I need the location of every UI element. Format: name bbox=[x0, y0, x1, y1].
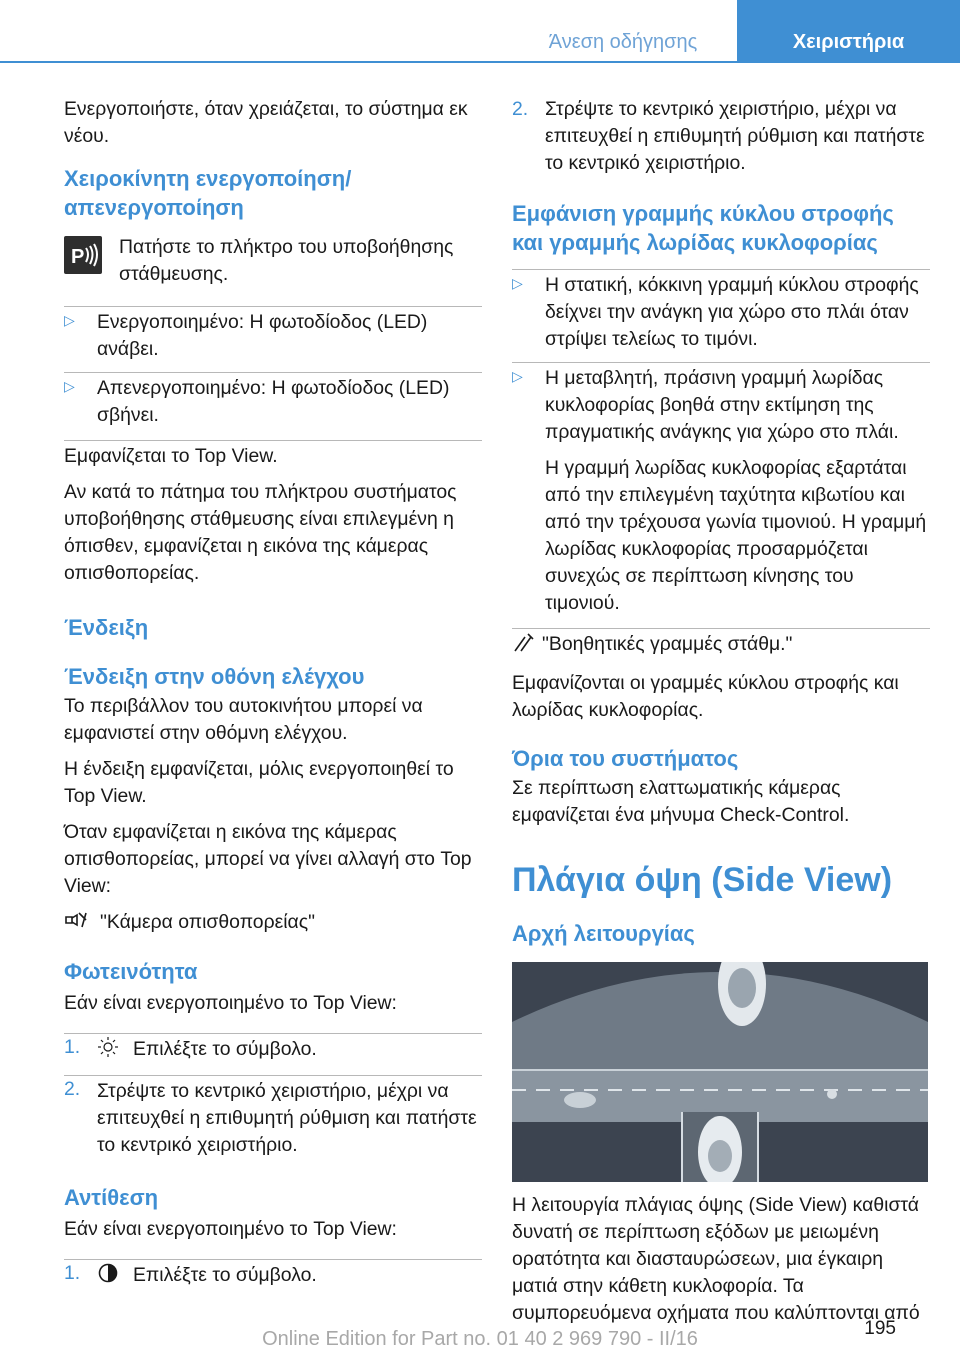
contrast-step-1: Επιλέξτε το σύμβολο. bbox=[133, 1264, 317, 1286]
heading-side-view: Πλάγια όψη (Side View) bbox=[512, 861, 893, 899]
bullet-green-line-continued: Η γραμμή λωρίδας κυκλοφορίας εξαρτάται από την επιλεγμένη ταχύτητα κιβωτίου και από την τρέχουσα γωνία τιμονιού. Η γραμμή λωρίδας κυκλοφορίας προσαρμόζεται συνεχώς σε περίπτωση κίνησης του τιμονιού. bbox=[545, 457, 927, 614]
lines-bullet-list bbox=[512, 269, 930, 617]
reverse-gear-paragraph: Αν κατά το πάτημα του πλήκτρου συστήματος υποβοήθησης στάθμευσης είναι επιλεγμένη η όπισθεν, εμφανίζεται η εικόνα της κάμερας οπισθοπορείας. bbox=[64, 481, 457, 584]
brightness-condition: Εάν είναι ενεργοποιημένο το Top View: bbox=[64, 992, 397, 1014]
list-item bbox=[512, 362, 930, 446]
triangle-bullet-icon: ▷ bbox=[512, 275, 523, 291]
switch-view-paragraph: Όταν εμφανίζεται η εικόνα της κάμερας οπισθοπορείας, μπορεί να γίνει αλλαγή στο Top View: bbox=[64, 821, 472, 897]
led-status-list bbox=[64, 306, 482, 429]
bullet-red-line: Η στατική, κόκκινη γραμμή κύκλου στροφής δείχνει την ανάγκη για χώρο στο πλάι όταν στρίψει τελείως το τιμόνι. bbox=[545, 274, 919, 350]
heading-display: Ένδειξη bbox=[64, 615, 149, 640]
aux-lines-label: "Βοηθητικές γραμμές στάθμ." bbox=[542, 633, 793, 655]
left-column bbox=[64, 96, 482, 1303]
heading-turning-lines: Εμφάνιση γραμμής κύκλου στροφής και γραμμής λωρίδας κυκλοφορίας bbox=[512, 201, 894, 255]
triangle-bullet-icon: ▷ bbox=[64, 378, 75, 394]
list-item bbox=[512, 269, 930, 353]
bullet-led-on: Ενεργοποιημένο: Η φωτοδίοδος (LED) ανάβει. bbox=[97, 311, 428, 360]
contrast-condition: Εάν είναι ενεργοποιημένο το Top View: bbox=[64, 1218, 397, 1240]
parking-lines-icon bbox=[512, 631, 534, 661]
park-assist-button-icon bbox=[64, 236, 102, 274]
sun-brightness-icon bbox=[97, 1036, 119, 1066]
side-view-illustration bbox=[512, 962, 928, 1182]
heading-display-control-screen: Ένδειξη στην οθόνη ελέγχου bbox=[64, 664, 365, 689]
page-header bbox=[0, 0, 960, 62]
list-item bbox=[512, 96, 930, 177]
step-number: 1. bbox=[64, 1036, 81, 1058]
step-number: 1. bbox=[64, 1262, 81, 1284]
camera-icon bbox=[64, 909, 86, 939]
environment-paragraph: Το περιβάλλον του αυτοκινήτου μπορεί να εμφανιστεί στην οθόμνη ελέγχου. bbox=[64, 695, 423, 744]
side-view-description: Η λειτουργία πλάγιας όψης (Side View) καθιστά δυνατή σε περίπτωση εξόδων με μειωμένη ορατότητα και διασταυρώσεων, μια έγκαιρη ματιά στην κάθετη κυκλοφορία. Τα συμπορευόμενα οχήματα που καλύπτονται από bbox=[512, 1194, 920, 1324]
triangle-bullet-icon: ▷ bbox=[64, 312, 75, 328]
contrast-icon bbox=[97, 1262, 119, 1292]
heading-principle: Αρχή λειτουργίας bbox=[512, 921, 695, 946]
contrast-step-2: Στρέψτε το κεντρικό χειριστήριο, μέχρι να επιτευχθεί η επιθυμητή ρύθμιση και πατήστε το κεντρικό χειριστήριο. bbox=[545, 98, 925, 174]
heading-contrast: Αντίθεση bbox=[64, 1185, 159, 1210]
top-view-appears-text: Εμφανίζεται το Top View. bbox=[64, 440, 482, 470]
bullet-green-line: Η μεταβλητή, πράσινη γραμμή λωρίδας κυκλοφορίας βοηθά στην εκτίμηση της πραγματικής ανάγκης για χώρο στο πλάι. bbox=[545, 367, 899, 443]
camera-menu-item bbox=[64, 909, 482, 939]
heading-system-limits: Όρια του συστήματος bbox=[512, 746, 739, 771]
list-item bbox=[64, 1075, 482, 1159]
heading-manual-activation: Χειροκίνητη ενεργοποίηση/ απενεργοποίηση bbox=[64, 166, 352, 220]
header-section-title: Άνεση οδήγησης bbox=[510, 0, 736, 62]
page-footer bbox=[0, 1316, 960, 1362]
triangle-bullet-icon: ▷ bbox=[512, 368, 523, 384]
show-lines-paragraph: Εμφανίζονται οι γραμμές κύκλου στροφής και λωρίδας κυκλοφορίας. bbox=[512, 672, 899, 721]
bullet-led-off: Απενεργοποιημένο: Η φωτοδίοδος (LED) σβήνει. bbox=[97, 377, 450, 426]
header-divider bbox=[0, 61, 960, 63]
list-item bbox=[64, 372, 482, 429]
limits-paragraph: Σε περίπτωση ελαττωματικής κάμερας εμφανίζεται ένα μήνυμα Check-Control. bbox=[512, 777, 850, 826]
brightness-step-2: Στρέψτε το κεντρικό χειριστήριο, μέχρι να επιτευχθεί η επιθυμητή ρύθμιση και πατήστε το κεντρικό χειριστήριο. bbox=[97, 1080, 477, 1156]
list-item bbox=[64, 1259, 482, 1292]
list-item bbox=[64, 1033, 482, 1066]
header-chapter-tab: Χειριστήρια bbox=[737, 0, 960, 62]
right-column bbox=[512, 96, 930, 1336]
online-edition-note: Online Edition for Part no. 01 40 2 969 790 - II/16 bbox=[262, 1328, 698, 1350]
brightness-step-1: Επιλέξτε το σύμβολο. bbox=[133, 1038, 317, 1060]
camera-menu-label: "Κάμερα οπισθοπορείας" bbox=[100, 911, 316, 933]
intro-paragraph: Ενεργοποιήστε, όταν χρειάζεται, το σύστημα εκ νέου. bbox=[64, 98, 468, 147]
display-shown-paragraph: Η ένδειξη εμφανίζεται, μόλις ενεργοποιηθεί το Top View. bbox=[64, 758, 454, 807]
svg-text:P: P bbox=[71, 246, 85, 268]
step-number: 2. bbox=[64, 1078, 81, 1100]
page-number: 195 bbox=[864, 1318, 896, 1339]
step-number: 2. bbox=[512, 98, 529, 120]
aux-lines-menu-item bbox=[512, 628, 930, 661]
heading-brightness: Φωτεινότητα bbox=[64, 959, 198, 984]
park-assist-button-paragraph bbox=[64, 234, 482, 288]
list-item-continuation bbox=[512, 455, 930, 617]
press-button-text: Πατήστε το πλήκτρο του υποβοήθησης στάθμευσης. bbox=[119, 236, 454, 285]
list-item bbox=[64, 306, 482, 363]
